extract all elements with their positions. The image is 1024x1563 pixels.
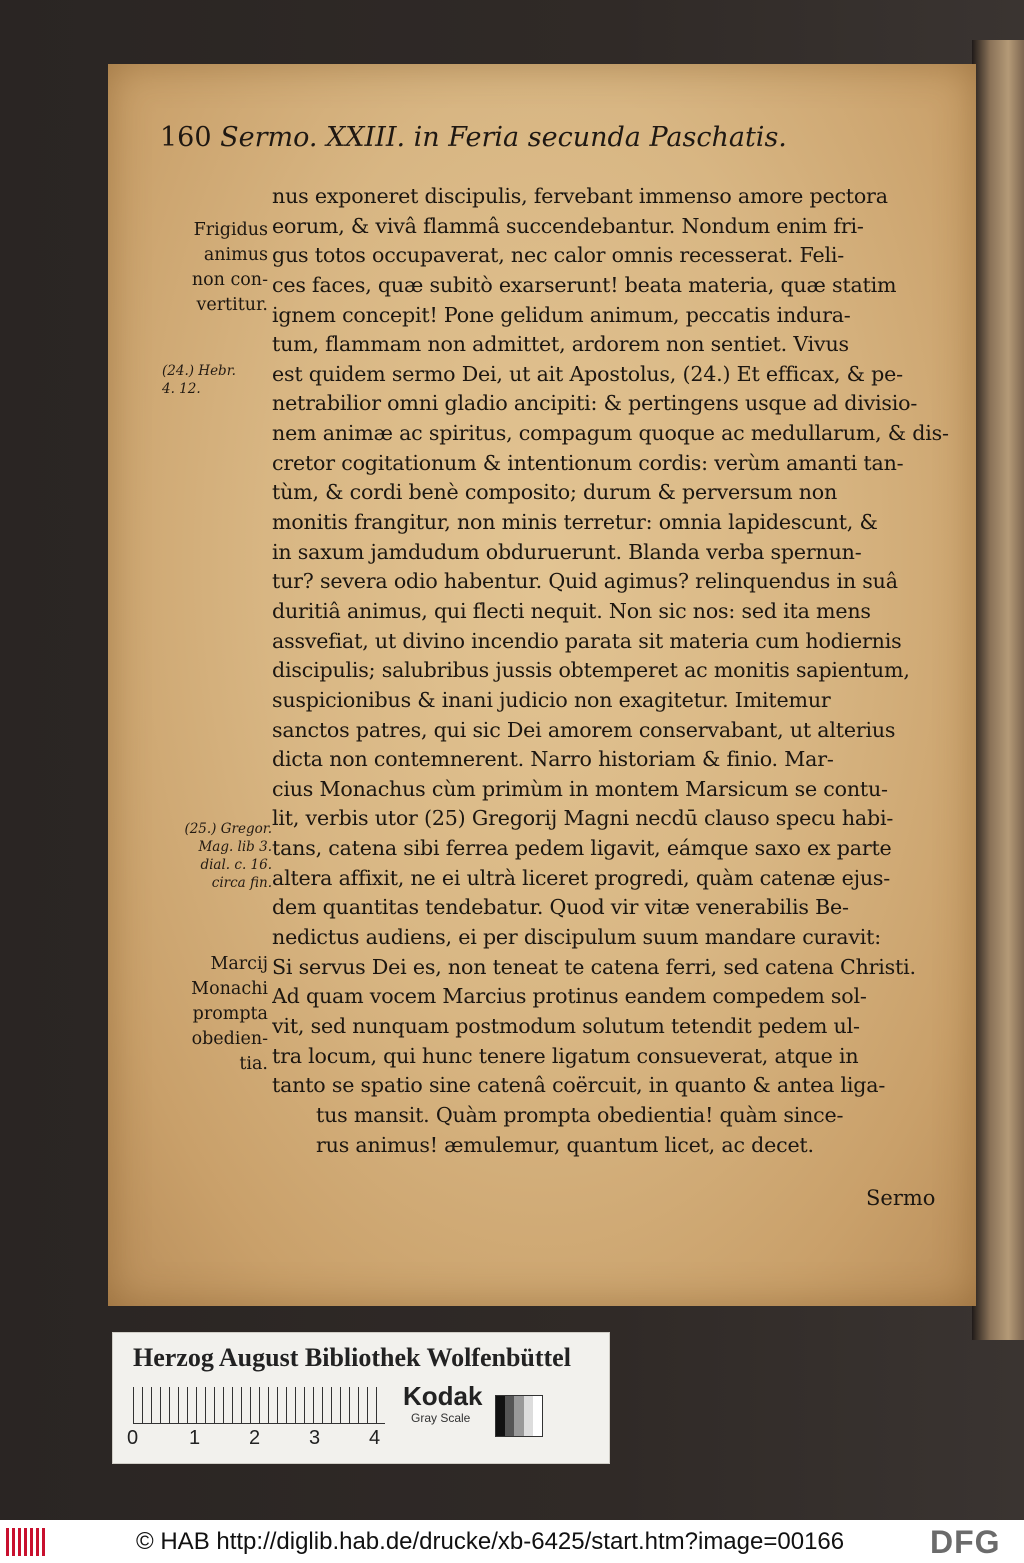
text-line: sanctos patres, qui sic Dei amorem conservabant, ut alterius: [272, 717, 896, 742]
text-line: tra locum, qui hunc tenere ligatum consueverat, atque in: [272, 1043, 859, 1068]
text-line: Ad quam vocem Marcius protinus eandem compedem sol-: [272, 984, 867, 1009]
margin-note-line: Monachi: [191, 979, 268, 999]
margin-note-line: Frigidus: [193, 220, 268, 240]
text-line: tum, flammam non admittet, ardorem non sentiet. Vivus: [272, 332, 849, 357]
body-text: [272, 182, 952, 1160]
text-line: eorum, & vivâ flammâ succendebantur. Nondum enim fri-: [272, 213, 864, 238]
text-line: tans, catena sibi ferrea pedem ligavit, eámque saxo ex parte: [272, 836, 892, 861]
text-line: netrabilior omni gladio ancipiti: & pertingens usque ad divisio-: [272, 391, 918, 416]
margin-note-marcius: [150, 952, 268, 1077]
running-head: [160, 122, 900, 153]
text-line: tur? severa odio habentur. Quid agimus? relinquendus in suâ: [272, 569, 898, 594]
adjacent-page-edge: [972, 40, 1024, 1340]
text-line: tus mansit. Quàm prompta obedientia! quàm since-: [316, 1102, 844, 1127]
margin-note-line: (24.) Hebr.: [162, 363, 236, 379]
ruler-label: 2: [249, 1427, 261, 1449]
margin-note-line: Mag. lib 3.: [198, 839, 272, 855]
text-line: nedictus audiens, ei per discipulum suum mandare curavit:: [272, 925, 881, 950]
margin-note-line: Marcij: [210, 954, 268, 974]
text-line: assvefiat, ut divino incendio parata sit materia cum hodiernis: [272, 628, 902, 653]
margin-note-line: obedien-: [191, 1029, 268, 1049]
margin-note-line: circa fin.: [211, 875, 272, 891]
margin-note-line: prompta: [192, 1004, 268, 1024]
text-line: tùm, & cordi benè composito; durum & perversum non: [272, 480, 838, 505]
text-line: altera affixit, ne ei ultrà liceret progredi, quàm catenæ ejus-: [272, 865, 891, 890]
ruler-label: 3: [309, 1427, 321, 1449]
margin-note-line: non con-: [191, 270, 268, 290]
text-line: cius Monachus cùm primùm in montem Marsicum se contu-: [272, 776, 888, 801]
ruler-label: 4: [369, 1427, 381, 1449]
text-line: Si servus Dei es, non teneat te catena ferri, sed catena Christi.: [272, 954, 916, 979]
margin-note-line: vertitur.: [196, 295, 268, 315]
margin-note-line: dial. c. 16.: [200, 857, 272, 873]
text-line: dem quantitas tendebatur. Quod vir vitæ venerabilis Be-: [272, 895, 849, 920]
text-line: in saxum jamdudum obduruerunt. Blanda verba spernun-: [272, 539, 862, 564]
text-line: dicta non contemnerent. Narro historiam & finio. Mar-: [272, 747, 834, 772]
text-line: ignem concepit! Pone gelidum animum, peccatis indura-: [272, 302, 851, 327]
text-line: cretor cogitationum & intentionum cordis: verùm amanti tan-: [272, 450, 904, 475]
library-name: Herzog August Bibliothek Wolfenbüttel: [133, 1343, 571, 1372]
margin-ref-hebr: [162, 362, 272, 398]
catchword: Sermo: [866, 1186, 936, 1210]
margin-note-line: 4. 12.: [162, 381, 201, 397]
text-line: est quidem sermo Dei, ut ait Apostolus, (24.) Et efficax, & pe-: [272, 361, 903, 386]
margin-note-line: animus: [203, 245, 268, 265]
text-line: lit, verbis utor (25) Gregorij Magni necdū clauso specu habi-: [272, 806, 894, 831]
text-line: discipulis; salubribus jussis obtemperet ac monitis sapientum,: [272, 658, 910, 683]
kodak-logo: Kodak: [403, 1381, 483, 1411]
ruler-scale: [133, 1387, 385, 1424]
page-number: 160: [160, 122, 212, 153]
dfg-logo: DFG: [930, 1524, 1001, 1560]
text-line: ces faces, quæ subitò exarserunt! beata materia, quæ statim: [272, 272, 897, 297]
running-title: Sermo. XXIII. in Feria secunda Paschatis.: [220, 122, 787, 153]
text-line: vit, sed nunquam postmodum solutum tetendit pedem ul-: [272, 1013, 860, 1038]
text-line: tanto se spatio sine catenâ coërcuit, in quanto & antea liga-: [272, 1073, 886, 1098]
ruler-label: 1: [189, 1427, 201, 1449]
ruler-label: 0: [127, 1427, 139, 1449]
text-line: rus animus! æmulemur, quantum licet, ac decet.: [316, 1132, 814, 1157]
margin-ref-gregor: [156, 820, 272, 892]
footer-copyright-url[interactable]: © HAB http://diglib.hab.de/drucke/xb-6425/start.htm?image=00166: [136, 1528, 845, 1555]
text-line: gus totos occupaverat, nec calor omnis recesserat. Feli-: [272, 243, 844, 268]
color-calibration-bar: [112, 1332, 610, 1464]
kodak-subtitle: Gray Scale: [411, 1411, 471, 1425]
margin-note-line: tia.: [239, 1054, 268, 1074]
text-line: duritiâ animus, qui flecti nequit. Non sic nos: sed ita mens: [272, 598, 871, 623]
gray-scale-patches: [495, 1395, 543, 1437]
margin-note-line: (25.) Gregor.: [184, 821, 272, 837]
hab-logo-icon: [6, 1528, 46, 1556]
text-line: monitis frangitur, non minis terretur: omnia lapidescunt, &: [272, 510, 878, 535]
footer-bar: [0, 1520, 1024, 1563]
margin-note-frigidus: [150, 218, 268, 318]
text-line: nus exponeret discipulis, fervebant immenso amore pectora: [272, 184, 888, 208]
text-line: suspicionibus & inani judicio non exagitetur. Imitemur: [272, 687, 831, 712]
text-line: nem animæ ac spiritus, compagum quoque ac medullarum, & dis-: [272, 421, 949, 446]
